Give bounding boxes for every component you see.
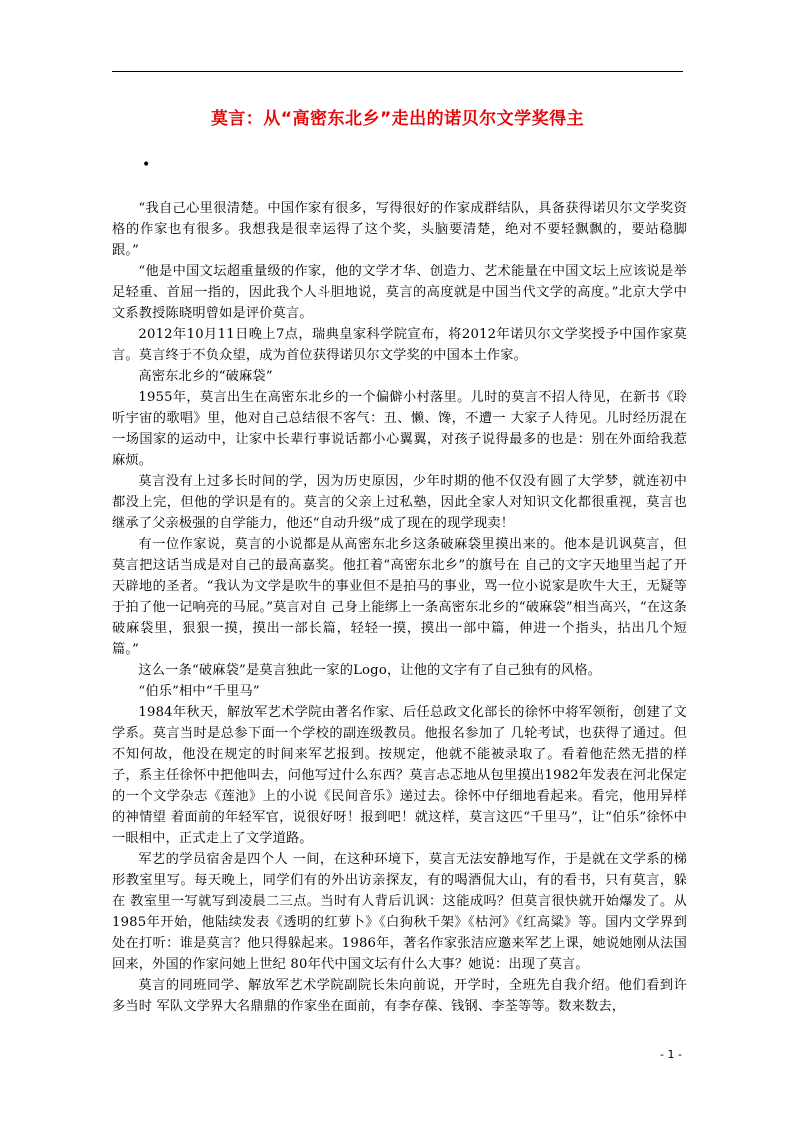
paragraph-9: 军艺的学员宿舍是四个人 一间，在这种环境下，莫言无法安静地写作，于是就在文学系的梯形教室里写。每天晚上，同学们有的外出访亲探友，有的喝酒侃大山，有的看书，只有莫言，躲在 教室里一写就写到凌晨二三点。当时有人背后讥讽：这能成吗？但莫言很快就开始爆发了。从1985年开始，他陆续发表《透明的红萝卜》《白狗秋千架》《枯河》《红高粱》等。国内文学界到处在打听：谁是莫言？他只得躲起来。1986年，著名作家张洁应邀来军艺上课，她说她刚从法国回来，外国的作家问她上世纪 80年代中国文坛有什么大事？她说：出现了莫言。: [112, 852, 687, 972]
paragraph-8: 1984年秋天，解放军艺术学院由著名作家、后任总政文化部长的徐怀中将军领衔，创建了文学系。莫言当时是总参下面一个学校的副连级教员。他报名参加了 几轮考试，也获得了通过。但不知何故，他没在规定的时间来军艺报到。按规定，他就不能被录取了。看着他茫然无措的样子，系主任徐怀中把他叫去，问他写过什么东西？莫言忐忑地从包里摸出1982年发表在河北保定的一个文学杂志《莲池》上的小说《民间音乐》递过去。徐怀中仔细地看起来。看完，他用异样的神情望 着面前的年轻军官，说很好呀！报到吧！就这样，莫言这匹“千里马”，让“伯乐”徐怀中一眼相中，正式走上了文学道路。: [112, 705, 687, 846]
article-title: 莫言：从“高密东北乡”走出的诺贝尔文学奖得主: [210, 109, 585, 129]
paragraph-1: “我自己心里很清楚。中国作家有很多，写得很好的作家成群结队，具备获得诺贝尔文学奖资格的作家也有很多。我想我是很幸运得了这个奖，头脑要清楚，绝对不要轻飘飘的，要站稳脚跟。”: [112, 201, 687, 258]
paragraph-2: “他是中国文坛超重量级的作家，他的文学才华、创造力、艺术能量在中国文坛上应该说是举足轻重、首屈一指的，因此我个人斗胆地说，莫言的高度就是中国当代文学的高度。”北京大学中文系教授陈晓明曾如是评价莫言。: [112, 264, 687, 321]
bullet-marker: •: [142, 157, 151, 173]
article-body: [112, 198, 687, 1017]
paragraph-3: 2012年10月11日晚上7点，瑞典皇家科学院宣布，将2012年诺贝尔文学奖授予中国作家莫言。莫言终于不负众望，成为首位获得诺贝尔文学奖的中国本土作家。: [112, 327, 687, 363]
paragraph-7: 这么一条“破麻袋”是莫言独此一家的Logo，让他的文字有了自己独有的风格。: [138, 663, 602, 678]
paragraph-4: 1955年，莫言出生在高密东北乡的一个偏僻小村落里。儿时的莫言不招人待见，在新书《聆听宇宙的歌唱》里，他对自己总结很不客气：丑、懒、馋，不遭一 大家子人待见。儿时经历混在一场国家的运动中，让家中长辈行事说话都小心翼翼，对孩子说得最多的也是：别在外面给我惹麻烦。: [112, 390, 687, 468]
section-heading-2: “伯乐”相中“千里马”: [138, 684, 260, 699]
paragraph-6: 有一位作家说，莫言的小说都是从高密东北乡这条破麻袋里摸出来的。他本是讥讽莫言，但莫言把这话当成是对自己的最高嘉奖。他扛着“高密东北乡”的旗号在 自己的文字天地里当起了开天辟地的圣者。“我认为文学是吹牛的事业但不是拍马的事业，骂一位小说家是吹牛大王，无疑等于拍了他一记响亮的马屁。”莫言对自 己身上能绑上一条高密东北乡的“破麻袋”相当高兴，“在这条破麻袋里，狠狠一摸，摸出一部长篇，轻轻一摸，摸出一部中篇，伸进一个指头，拈出几个短篇。”: [112, 537, 687, 657]
page-number: - 1 -: [660, 1048, 682, 1061]
header-rule: [112, 71, 683, 72]
paragraph-10: 莫言的同班同学、解放军艺术学院副院长朱向前说，开学时，全班先自我介绍。他们看到许多当时 军队文学界大名鼎鼎的作家坐在面前，有李存葆、钱钢、李荃等等。数来数去，: [112, 978, 687, 1014]
paragraph-5: 莫言没有上过多长时间的学，因为历史原因，少年时期的他不仅没有圆了大学梦，就连初中都没上完，但他的学识是有的。莫言的父亲上过私塾，因此全家人对知识文化都很重视，莫言也继承了父亲极强的自学能力，他还“自动升级”成了现在的现学现卖！: [112, 474, 687, 531]
section-heading-1: 高密东北乡的“破麻袋”: [138, 369, 273, 384]
